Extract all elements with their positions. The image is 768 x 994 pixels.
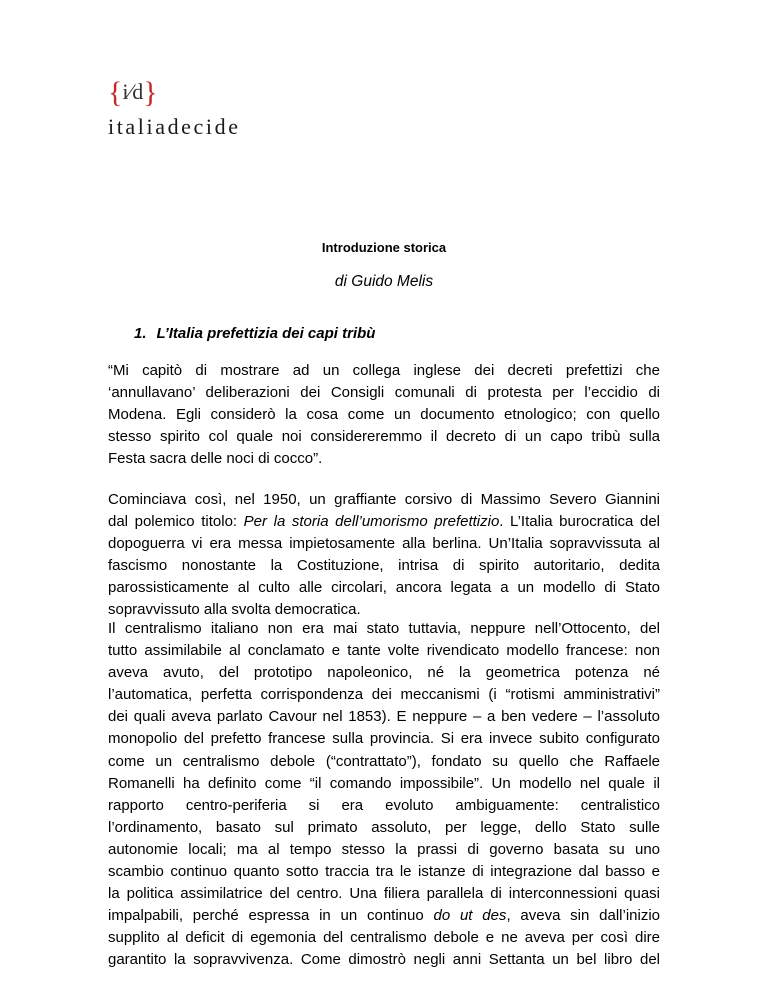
logo-brace-close: } — [143, 76, 158, 109]
paragraph-line: parossisticamente al culto alle circolari, ancora legata a un modello di Stato — [108, 579, 660, 597]
section-number: 1. — [134, 325, 147, 342]
paragraph-line: fascismo nonostante la Costituzione, intrisa di spirito autoritario, dedita — [108, 557, 660, 575]
text-run: dal polemico titolo: — [108, 513, 244, 531]
text-run: impalpabili, perché espressa in un continuo — [108, 907, 434, 925]
logo-mark-letters: i⁄d — [122, 79, 144, 104]
paragraph-line: l’ordinamento, basato sul primato assoluto, per legge, dello Stato sulle — [108, 818, 660, 836]
paragraph-line: stesso spirito col quale noi considereremmo il decreto di un capo tribù sulla — [108, 428, 660, 446]
italic-title: Per la storia dell’umorismo prefettizio — [243, 513, 500, 531]
logo-mark — [108, 78, 268, 110]
paragraph-line: Festa sacra delle noci di cocco”. — [108, 450, 323, 468]
paragraph-line: Il centralismo italiano non era mai stato tuttavia, neppure nell’Ottocento, del — [108, 620, 660, 637]
paragraph-line: come un centralismo debole (“contrattato”), fondato su quello che Raffaele — [108, 752, 660, 770]
paragraph-line: la politica assimilatrice del centro. Una filiera parallela di interconnessioni quasi — [108, 885, 660, 903]
paragraph-line: tutto assimilabile al conclamato e tante volte rivendicato modello francese: non — [108, 642, 660, 660]
paragraph-line: dopoguerra vi era messa impietosamente alla berlina. Un’Italia sopravvissuta al — [108, 535, 660, 553]
text-run: , aveva sin dall’inizio — [506, 907, 660, 925]
logo-brace-open: { — [108, 76, 123, 109]
italiadecide-logo — [108, 78, 268, 140]
paragraph-line — [108, 905, 660, 927]
paragraph-3 — [108, 618, 660, 972]
italic-phrase: do ut des — [433, 907, 507, 925]
document-heading: Introduzione storica — [321, 240, 447, 255]
paragraph-line: Romanelli ha definito come “il comando impossibile”. Un modello nel quale il — [108, 774, 660, 792]
paragraph-line: rapporto centro-periferia si era evoluto ambiguamente: centralistico — [108, 796, 660, 814]
section-title: L’Italia prefettizia dei capi tribù — [156, 325, 376, 342]
document-author: di Guido Melis — [334, 273, 434, 290]
paragraph-line: Cominciava così, nel 1950, un graffiante corsivo di Massimo Severo Giannini — [108, 491, 660, 508]
paragraph-line: aveva avuto, del prototipo napoleonico, né la geometrica potenza né — [108, 664, 660, 682]
paragraph-line: garantito la sopravvivenza. Come dimostrò negli anni Settanta un bel libro del — [108, 951, 660, 969]
paragraph-line: sopravvissuto alla svolta democratica. — [108, 601, 361, 619]
paragraph-1 — [108, 360, 660, 470]
text-run: . L’Italia burocratica del — [499, 513, 660, 531]
paragraph-2 — [108, 489, 660, 622]
paragraph-line: scambio continuo quanto sotto traccia tra le istanze di integrazione dal basso e — [108, 863, 660, 881]
paragraph-line: dei quali aveva parlato Cavour nel 1853). E neppure – a ben vedere – l’assoluto — [108, 708, 660, 726]
paragraph-line: supplito al deficit di egemonia del centralismo debole e ne aveva per così dire — [108, 929, 660, 947]
paragraph-line: monopolio del prefetto francese sulla provincia. Si era invece subito configurato — [108, 730, 660, 748]
paragraph-line: Modena. Egli considerò la cosa come un documento etnologico; con quello — [108, 406, 660, 424]
paragraph-line: ‘annullavano’ deliberazioni dei Consigli comunali di protesta per l’eccidio di — [108, 384, 660, 402]
paragraph-line: l’automatica, perfetta corrispondenza dei meccanismi (i “rotismi amministrativi” — [108, 686, 660, 704]
paragraph-line: “Mi capitò di mostrare ad un collega inglese dei decreti prefettizi che — [108, 362, 660, 379]
paragraph-line — [108, 511, 660, 533]
paragraph-line: autonomie locali; ma al tempo stesso la prassi di governo basata su uno — [108, 840, 660, 858]
logo-wordmark: italiadecide — [108, 114, 241, 139]
section-heading — [134, 325, 375, 342]
